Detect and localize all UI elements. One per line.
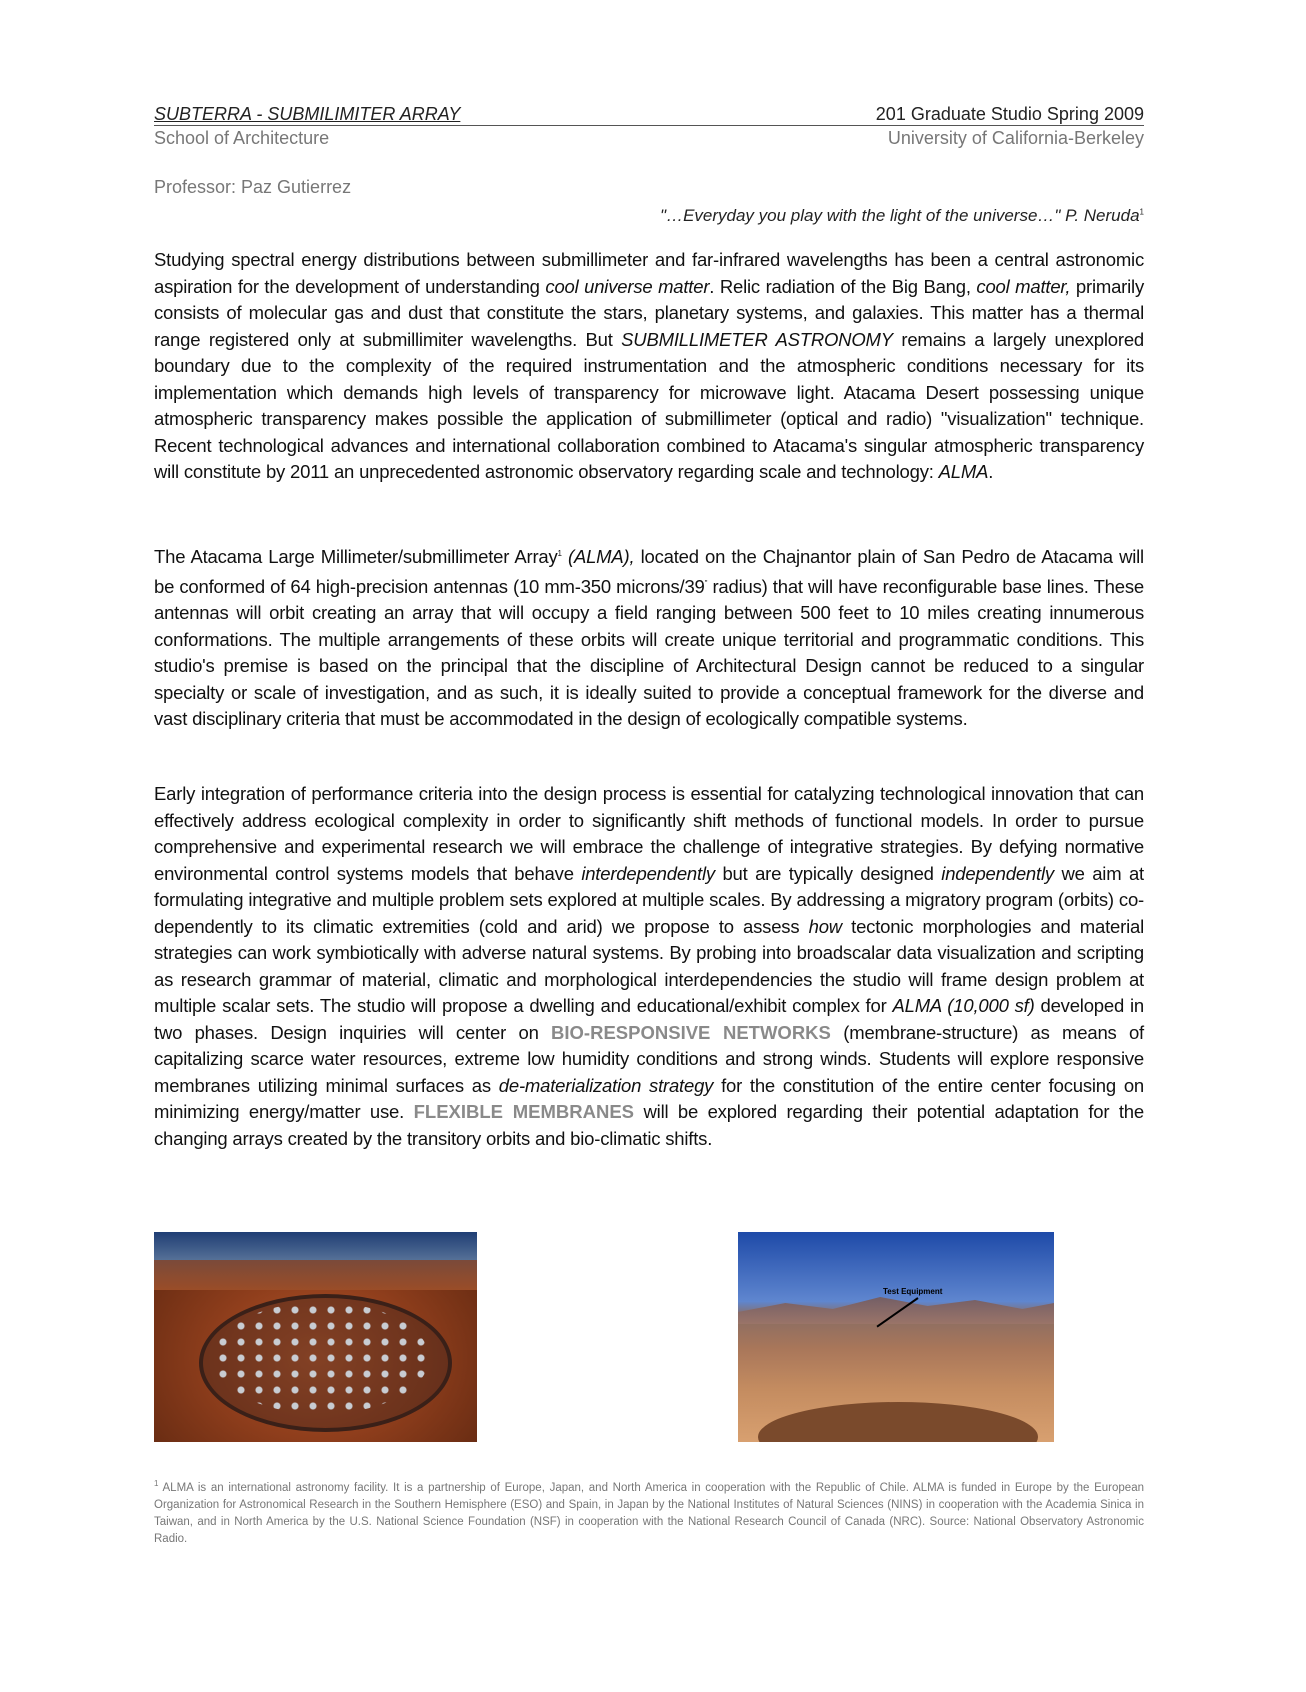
text-run: will be explored regarding their potential adaptation for the changing arrays created by the transitory orbits and bio-climatic shifts. bbox=[154, 1101, 1144, 1149]
image-mountain-ridge bbox=[738, 1294, 1054, 1324]
emphasis: ALMA bbox=[938, 461, 989, 482]
document-title: SUBTERRA - SUBMILIMITER ARRAY bbox=[154, 104, 461, 124]
paragraph-studio bbox=[154, 781, 1144, 1152]
text-run: for the constitution of the entire center focusing on minimizing energy/matter use. bbox=[154, 1074, 1144, 1122]
text-run: radius) that will have reconfigurable base lines. These antennas will orbit creating an array that will occupy a field ranging between 500 feet to 10 miles creating innumerous conformations. The multiple arrangements of these orbits will create unique territorial and programmatic conditions. This studio's premise is based on the principal that the discipline of Architectural Design cannot be reduced to a singular specialty or scale of investigation, and as such, it is ideally suited to provide a conceptual framework for the diverse and vast disciplinary criteria that must be accommodated in the design of ecologically compatible systems. bbox=[154, 575, 1145, 730]
emphasis: SUBMILLIMETER ASTRONOMY bbox=[621, 328, 893, 350]
text-run: tectonic morphologies and material strategies can work symbiotically with adverse natural systems. By probing into broadscalar data visualization and scripting as research grammar of material, climatic and morphological interdependencies the studio will frame design problem at multiple scalar sets. The studio will propose a dwelling and educational/exhibit complex for bbox=[154, 915, 1144, 1016]
course-name: 201 Graduate Studio Spring 2009 bbox=[875, 104, 1144, 124]
professor-name: Professor: Paz Gutierrez bbox=[154, 177, 352, 197]
image-crater bbox=[758, 1402, 1038, 1442]
text-run: but are typically designed bbox=[714, 862, 942, 884]
image-mountains bbox=[154, 1260, 477, 1290]
emphasis: cool universe matter bbox=[545, 275, 710, 297]
highlight: BIO-RESPONSIVE NETWORKS bbox=[551, 1021, 831, 1043]
paragraph-alma bbox=[154, 541, 1144, 733]
emphasis: how bbox=[808, 915, 842, 937]
emphasis: independently bbox=[941, 862, 1054, 884]
emphasis: cool matter, bbox=[976, 275, 1071, 297]
university-name: University of California-Berkeley bbox=[887, 128, 1144, 148]
footnote-number: 1 bbox=[154, 1479, 159, 1488]
alma-array-rendering-image bbox=[154, 1232, 477, 1442]
text-run: (membrane-structure) as means of capitalizing scarce water resources, extreme low humidity conditions and strong winds. Students will explore responsive membranes utilizing minimal surfaces as bbox=[154, 1021, 1144, 1096]
text-run: The Atacama Large Millimeter/submillimeter Array bbox=[154, 546, 558, 568]
paragraph-intro bbox=[154, 247, 1144, 486]
text-run: remains a largely unexplored boundary due to the complexity of the required instrumentation and the atmospheric conditions necessary for its implementation which demands high levels of transparency for microwave light. Atacama Desert possessing unique atmospheric transparency makes possible the application of submillimeter (optical and radio) "visualization" technique. Recent technological advances and international collaboration combined to Atacama's singular atmospheric transparency will constitute by 2011 an unprecedented astronomic observatory regarding scale and technology: bbox=[154, 328, 1144, 482]
school-name: School of Architecture bbox=[154, 128, 330, 148]
text-run: primarily consists of molecular gas and dust that constitute the stars, planetary systems, and galaxies. This matter has a thermal range registered only at submillimiter wavelengths. But bbox=[154, 275, 1145, 350]
text-run: we aim at formulating integrative and multiple problem sets explored at multiple scales. By addressing a migratory program (orbits) co-dependently to its climatic extremities (cold and arid) we propose to assess bbox=[154, 862, 1144, 937]
arcsec-marker: " bbox=[704, 578, 708, 588]
emphasis: interdependently bbox=[581, 862, 715, 884]
emphasis: (ALMA), bbox=[561, 546, 635, 568]
epigraph-quote bbox=[660, 206, 1144, 226]
quote-footnote-marker: 1 bbox=[1139, 207, 1144, 217]
text-run: . bbox=[988, 461, 994, 482]
header-divider bbox=[154, 125, 1144, 126]
text-run: located on the Chajnantor plain of San Pedro de Atacama will be conformed of 64 high-precision antennas (10 mm-350 microns/39 bbox=[154, 546, 1144, 597]
highlight: FLEXIBLE MEMBRANES bbox=[413, 1101, 634, 1122]
footnote bbox=[154, 1475, 1144, 1548]
emphasis: ALMA (10,000 sf) bbox=[892, 995, 1035, 1016]
image-antenna-dishes bbox=[214, 1302, 429, 1414]
text-run: . Relic radiation of the Big Bang, bbox=[709, 275, 977, 297]
footnote-marker: 1 bbox=[557, 549, 562, 558]
footnote-text: ALMA is an international astronomy facility. It is a partnership of Europe, Japan, and North America in cooperation with the Republic of Chile. ALMA is funded in Europe by the European Organization for Astronomical Research in the Southern Hemisphere (ESO) and Spain, in Japan by the National Institutes of Natural Sciences (NINS) in cooperation with the Academia Sinica in Taiwan, and in North America by the U.S. National Science Foundation (NSF) in cooperation with the National Research Council of Canada (NRC). Source: National Observatory Astronomic Radio. bbox=[154, 1481, 1144, 1545]
emphasis: de-materialization strategy bbox=[498, 1074, 714, 1096]
text-run: Studying spectral energy distributions between submillimeter and far-infrared wavelengths has been a central astronomic aspiration for the development of understanding bbox=[154, 249, 1144, 297]
test-equipment-label: Test Equipment bbox=[883, 1287, 943, 1296]
text-run: Early integration of performance criteria into the design process is essential for catalyzing technological innovation that can effectively address ecological complexity in order to significantly shift methods of functional models. In order to pursue comprehensive and experimental research we will embrace the challenge of integrative strategies. By defying normative environmental control systems models that behave bbox=[154, 783, 1144, 884]
atacama-desert-photo bbox=[738, 1232, 1054, 1442]
text-run: developed in two phases. Design inquiries will center on bbox=[154, 995, 1144, 1043]
quote-text: "…Everyday you play with the light of the universe…" P. Neruda bbox=[660, 206, 1140, 225]
